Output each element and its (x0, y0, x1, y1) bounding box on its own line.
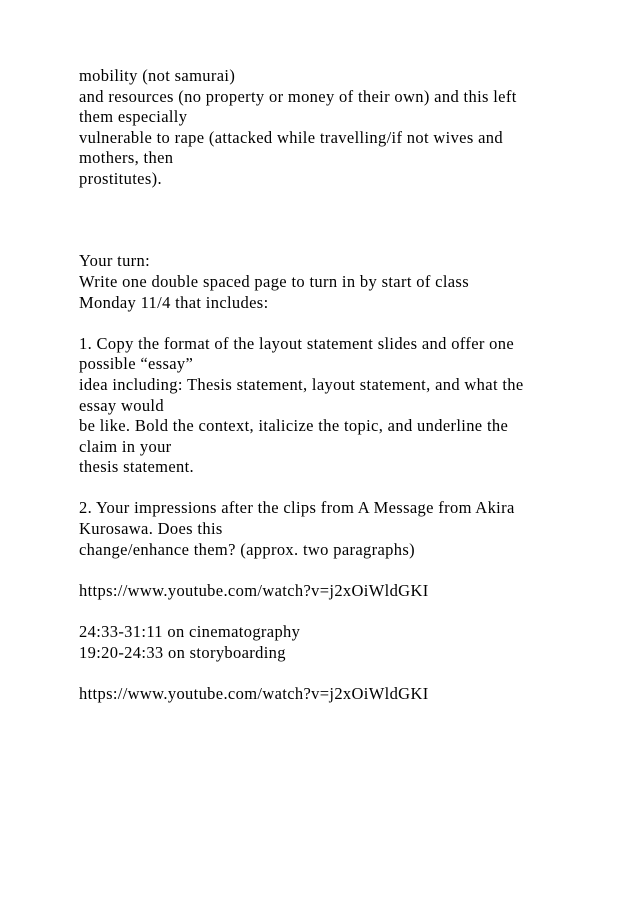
timestamp-line: 24:33-31:11 on cinematography (79, 622, 301, 642)
text-line: and resources (no property or money of their own) and this left (79, 86, 517, 106)
text-line: mobility (not samurai) (79, 66, 236, 85)
video-link: https://www.youtube.com/watch?v=j2xOiWldGKI (79, 683, 429, 703)
blank-line (79, 231, 599, 252)
list-item-1-line: 1. Copy the format of the layout statement slides and offer one (79, 333, 515, 353)
list-item-1-line: idea including: Thesis statement, layout statement, and what the (79, 374, 524, 394)
blank-line (79, 478, 599, 499)
timestamp-line: 19:20-24:33 on storyboarding (79, 642, 286, 662)
list-item-1-line: essay would (79, 395, 164, 415)
text-line: mothers, then (79, 148, 174, 168)
blank-line (79, 210, 599, 231)
list-item-2-line: 2. Your impressions after the clips from A Message from Akira (79, 498, 515, 518)
section-heading: Your turn: (79, 251, 151, 271)
list-item-1-line: be like. Bold the context, italicize the topic, and underline the (79, 416, 509, 436)
blank-line (79, 190, 599, 211)
text-line: prostitutes). (79, 168, 162, 188)
list-item-1-line: claim in your (79, 436, 172, 456)
video-link: https://www.youtube.com/watch?v=j2xOiWldGKI (79, 580, 429, 600)
list-item-1-line: possible “essay” (79, 354, 194, 374)
document-body (79, 66, 599, 704)
list-item-2-line: change/enhance them? (approx. two paragraphs) (79, 539, 415, 559)
text-line: Write one double spaced page to turn in by start of class (79, 271, 469, 291)
text-line: them especially (79, 107, 188, 127)
blank-line (79, 601, 599, 622)
blank-line (79, 663, 599, 684)
text-line: Monday 11/4 that includes: (79, 292, 269, 312)
list-item-2-line: Kurosawa. Does this (79, 519, 223, 539)
blank-line (79, 560, 599, 581)
blank-line (79, 313, 599, 334)
text-line: vulnerable to rape (attacked while travelling/if not wives and (79, 127, 503, 147)
list-item-1-line: thesis statement. (79, 457, 195, 477)
